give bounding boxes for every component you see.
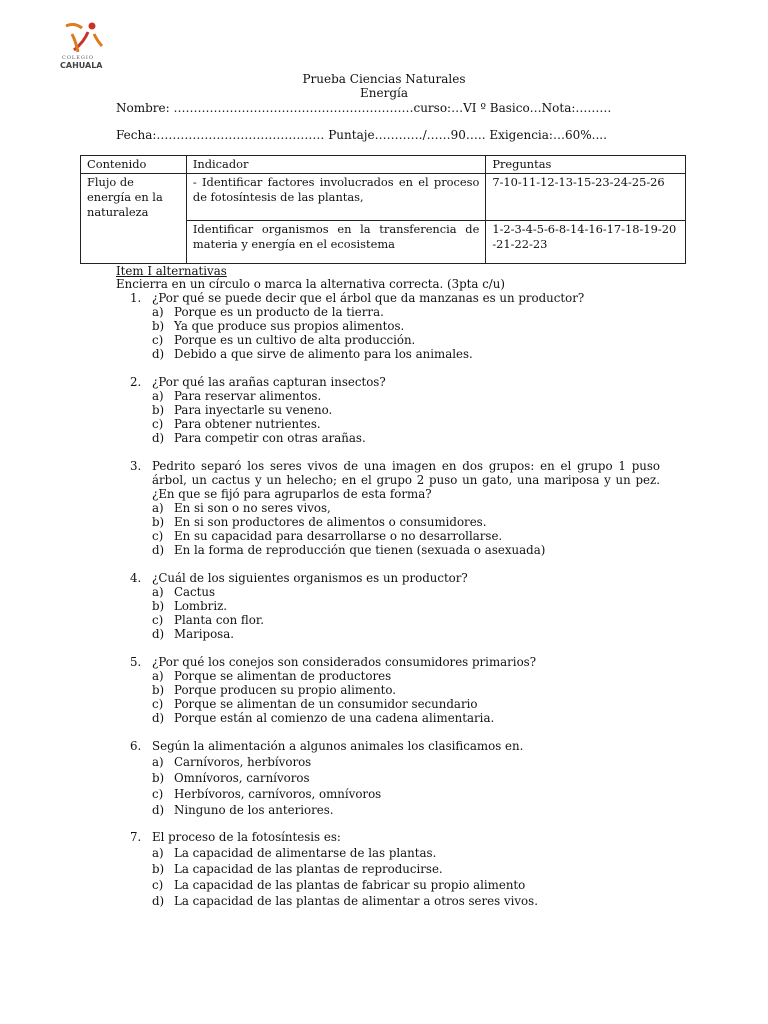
option-letter: b) bbox=[152, 319, 165, 333]
option-letter: b) bbox=[152, 403, 165, 417]
question-text: ¿Por qué se puede decir que el árbol que da manzanas es un productor? bbox=[152, 291, 585, 305]
option-text: Omnívoros, carnívoros bbox=[174, 771, 310, 785]
answer-option[interactable] bbox=[152, 803, 660, 817]
school-logo bbox=[58, 20, 114, 70]
answer-option[interactable] bbox=[152, 529, 660, 543]
option-letter: b) bbox=[152, 599, 165, 613]
option-letter: b) bbox=[152, 862, 165, 876]
answer-option[interactable] bbox=[152, 846, 660, 860]
question-item bbox=[130, 571, 660, 641]
question-item bbox=[130, 655, 660, 725]
option-letter: d) bbox=[152, 431, 165, 445]
option-letter: a) bbox=[152, 305, 164, 319]
answer-option[interactable] bbox=[152, 389, 660, 403]
answer-option[interactable] bbox=[152, 878, 660, 892]
question-text: ¿Cuál de los siguientes organismos es un productor? bbox=[152, 571, 468, 585]
option-letter: c) bbox=[152, 697, 164, 711]
option-text: Lombriz. bbox=[174, 599, 228, 613]
table-header: Contenido bbox=[81, 156, 187, 174]
option-letter: d) bbox=[152, 711, 165, 725]
question-item bbox=[130, 459, 660, 557]
option-text: Cactus bbox=[174, 585, 216, 599]
option-letter: c) bbox=[152, 417, 164, 431]
answer-option[interactable] bbox=[152, 501, 660, 515]
fecha-field: Fecha:…………………………………… Puntaje…………/……90….. Exigencia:…60%.... bbox=[116, 128, 607, 142]
answer-option[interactable] bbox=[152, 711, 660, 725]
option-letter: a) bbox=[152, 501, 164, 515]
option-letter: a) bbox=[152, 669, 164, 683]
option-letter: d) bbox=[152, 894, 165, 908]
answer-option[interactable] bbox=[152, 755, 660, 769]
option-text: Debido a que sirve de alimento para los animales. bbox=[174, 347, 473, 361]
table-header: Preguntas bbox=[486, 156, 686, 174]
table-header: Indicador bbox=[186, 156, 485, 174]
option-text: Porque se alimentan de productores bbox=[174, 669, 392, 683]
option-text: Herbívoros, carnívoros, omnívoros bbox=[174, 787, 382, 801]
answer-option[interactable] bbox=[152, 403, 660, 417]
option-letter: a) bbox=[152, 585, 164, 599]
option-text: En si son productores de alimentos o consumidores. bbox=[174, 515, 487, 529]
question-text: Pedrito separó los seres vivos de una imagen en dos grupos: en el grupo 1 puso árbol, un cactus y un helecho; en el grupo 2 puso un gato, una mariposa y un pez. ¿En que se fijó para agruparlos de esta forma? bbox=[152, 459, 660, 501]
option-text: Porque es un producto de la tierra. bbox=[174, 305, 384, 319]
answer-option[interactable] bbox=[152, 862, 660, 876]
question-number: 6. bbox=[130, 739, 142, 753]
answer-option[interactable] bbox=[152, 305, 660, 319]
option-text: Carnívoros, herbívoros bbox=[174, 755, 312, 769]
question-number: 3. bbox=[130, 459, 142, 473]
question-text: Según la alimentación a algunos animales los clasificamos en. bbox=[152, 739, 524, 753]
option-letter: b) bbox=[152, 515, 165, 529]
page-subtitle: Energía bbox=[360, 86, 408, 100]
answer-option[interactable] bbox=[152, 771, 660, 785]
option-letter: c) bbox=[152, 878, 164, 892]
content-table bbox=[80, 155, 686, 264]
option-text: Mariposa. bbox=[174, 627, 235, 641]
option-letter: d) bbox=[152, 543, 165, 557]
answer-option[interactable] bbox=[152, 543, 660, 557]
option-text: La capacidad de las plantas de reproducirse. bbox=[174, 862, 443, 876]
option-text: Para competir con otras arañas. bbox=[174, 431, 366, 445]
option-text: Ya que produce sus propios alimentos. bbox=[174, 319, 405, 333]
answer-option[interactable] bbox=[152, 585, 660, 599]
answer-option[interactable] bbox=[152, 515, 660, 529]
table-header-row bbox=[81, 156, 686, 174]
table-row bbox=[81, 174, 686, 221]
answer-option[interactable] bbox=[152, 319, 660, 333]
table-cell-preguntas: 7-10-11-12-13-15-23-24-25-26 bbox=[486, 174, 686, 221]
answer-option[interactable] bbox=[152, 894, 660, 908]
option-text: La capacidad de alimentarse de las plantas. bbox=[174, 846, 437, 860]
question-number: 1. bbox=[130, 291, 142, 305]
question-item bbox=[130, 830, 660, 908]
logo-subtext: COLEGIO bbox=[62, 55, 94, 61]
table-cell-contenido: Flujo de energía en la naturaleza bbox=[81, 174, 187, 264]
option-text: Porque están al comienzo de una cadena alimentaria. bbox=[174, 711, 495, 725]
option-text: Porque es un cultivo de alta producción. bbox=[174, 333, 416, 347]
option-text: En su capacidad para desarrollarse o no desarrollarse. bbox=[174, 529, 503, 543]
option-letter: b) bbox=[152, 683, 165, 697]
answer-option[interactable] bbox=[152, 697, 660, 711]
option-text: Ninguno de los anteriores. bbox=[174, 803, 334, 817]
page-title: Prueba Ciencias Naturales bbox=[302, 72, 466, 86]
option-text: Para inyectarle su veneno. bbox=[174, 403, 333, 417]
option-text: Para obtener nutrientes. bbox=[174, 417, 321, 431]
option-letter: a) bbox=[152, 846, 164, 860]
nombre-field: Nombre: ……………………………………………………curso:…VI º Basico…Nota:……… bbox=[116, 101, 612, 115]
option-text: Porque producen su propio alimento. bbox=[174, 683, 397, 697]
section-title: Item I alternativas bbox=[116, 264, 227, 278]
table-cell-indicador: Identificar organismos en la transferencia de materia y energía en el ecosistema bbox=[186, 221, 485, 264]
answer-option[interactable] bbox=[152, 599, 660, 613]
question-number: 7. bbox=[130, 830, 142, 844]
answer-option[interactable] bbox=[152, 431, 660, 445]
option-letter: d) bbox=[152, 627, 165, 641]
section-instruction: Encierra en un círculo o marca la alternativa correcta. (3pta c/u) bbox=[116, 277, 505, 291]
option-letter: a) bbox=[152, 389, 164, 403]
question-text: ¿Por qué las arañas capturan insectos? bbox=[152, 375, 386, 389]
option-text: En la forma de reproducción que tienen (sexuada o asexuada) bbox=[174, 543, 546, 557]
question-text: El proceso de la fotosíntesis es: bbox=[152, 830, 341, 844]
question-number: 5. bbox=[130, 655, 142, 669]
answer-option[interactable] bbox=[152, 347, 660, 361]
table-cell-indicador: - Identificar factores involucrados en el proceso de fotosíntesis de las plantas, bbox=[186, 174, 485, 221]
answer-option[interactable] bbox=[152, 417, 660, 431]
option-text: Planta con flor. bbox=[174, 613, 264, 627]
option-letter: c) bbox=[152, 613, 164, 627]
answer-option[interactable] bbox=[152, 669, 660, 683]
option-letter: d) bbox=[152, 803, 165, 817]
question-number: 2. bbox=[130, 375, 142, 389]
table-cell-preguntas: 1-2-3-4-5-6-8-14-16-17-18-19-20-21-22-23 bbox=[486, 221, 686, 264]
option-letter: c) bbox=[152, 333, 164, 347]
option-letter: a) bbox=[152, 755, 164, 769]
option-text: La capacidad de las plantas de fabricar su propio alimento bbox=[174, 878, 526, 892]
question-item bbox=[130, 291, 660, 361]
option-letter: d) bbox=[152, 347, 165, 361]
question-text: ¿Por qué los conejos son considerados consumidores primarios? bbox=[152, 655, 537, 669]
option-text: En si son o no seres vivos, bbox=[174, 501, 331, 515]
option-letter: c) bbox=[152, 787, 164, 801]
logo-text: CAHUALA bbox=[60, 61, 103, 70]
option-letter: c) bbox=[152, 529, 164, 543]
question-number: 4. bbox=[130, 571, 142, 585]
option-text: La capacidad de las plantas de alimentar a otros seres vivos. bbox=[174, 894, 538, 908]
option-text: Para reservar alimentos. bbox=[174, 389, 322, 403]
question-item bbox=[130, 375, 660, 445]
answer-option[interactable] bbox=[152, 683, 660, 697]
answer-option[interactable] bbox=[152, 627, 660, 641]
answer-option[interactable] bbox=[152, 613, 660, 627]
question-item bbox=[130, 739, 660, 817]
option-text: Porque se alimentan de un consumidor secundario bbox=[174, 697, 478, 711]
answer-option[interactable] bbox=[152, 333, 660, 347]
option-letter: b) bbox=[152, 771, 165, 785]
answer-option[interactable] bbox=[152, 787, 660, 801]
